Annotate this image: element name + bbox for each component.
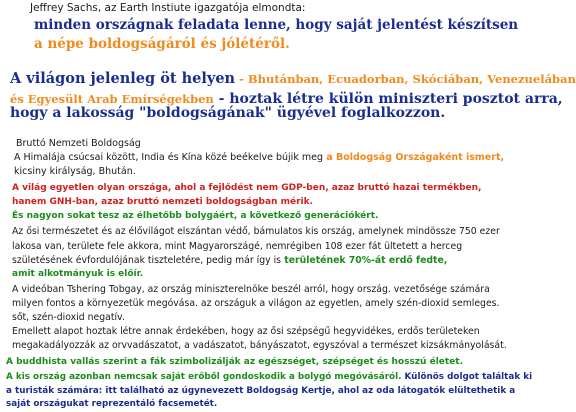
paragraph-3-line-2: milyen fontos a környezetük megóvása. az országuk a világon az egyetlen, amely szén-dioxid semleges. (12, 298, 500, 309)
headline-part-2: - hoztak létre külön miniszteri posztot arra, (213, 91, 563, 107)
quote-line-2: a népe boldogságáról és jólétéről. (34, 36, 290, 52)
paragraph-2-highlight: területének 70%-át erdő fedte, (281, 255, 448, 266)
paragraph-2-text: születésének évfordulójának tiszteletére, pedig már így is (12, 255, 282, 266)
blue-line-3: saját országukat reprezentáló facsemetét. (6, 399, 218, 409)
quote-line-1: minden országnak feladata lenne, hogy saját jelentést készítsen (34, 17, 519, 33)
green-line-2: amit alkotmányuk is előír. (12, 269, 144, 279)
headline-countries-b: és Egyesült Arab Emírségekben (10, 92, 214, 106)
headline-part-1: A világon jelenleg öt helyen (10, 70, 236, 87)
green-line-3: A buddhista vallás szerint a fák szimbolizálják az egészséget, szépséget és hosszú életet. (6, 357, 464, 367)
blue-line-1 (6, 372, 532, 382)
paragraph-3-line-3: sőt, szén-dioxid negatív. (12, 312, 125, 323)
paragraph-1-text: A Himalája csúcsai között, India és Kína közé beékelve bújik meg (14, 152, 323, 163)
paragraph-2-line-2: lakosa van, területe fele akkora, mint Magyarországé, nemrégiben 108 ezer fát ültetett a herceg (12, 241, 463, 252)
headline-countries-a: - Bhutánban, Ecuadorban, Skóciában, Venezuelában (235, 72, 576, 86)
attribution: Jeffrey Sachs, az Earth Instiute igazgatója elmondta: (30, 2, 306, 14)
paragraph-4-line-2: megakadályozzák az orvvadászatot, a vadászatot, bányászatot, egyszóval a természet kizsákmányolását. (12, 340, 507, 351)
paragraph-4-line-1: Emellett alapot hoztak létre annak érdekében, hogy az ősi szépségű hegyvidékes, erdős területeken (12, 326, 480, 337)
paragraph-2-line-1: Az ősi természetet és az élővilágot elszántan védő, bámulatos kis ország, amelynek mindössze 750 ezer (12, 226, 500, 237)
paragraph-1-line-2: kicsiny királyság, Bhután. (14, 166, 136, 177)
headline-line-1 (10, 68, 576, 87)
green-line-1: És nagyon sokat tesz az élhetőbb bolygáért, a következő generációkért. (12, 211, 379, 221)
paragraph-1-highlight: a Boldogság Országaként ismert, (322, 152, 505, 163)
blue-line-1-tail: Különös dolgot találtak ki (401, 372, 533, 382)
paragraph-3-line-1: A videóban Tshering Tobgay, az ország miniszterelnöke beszél arról, hogy ország. vezetősége számára (12, 284, 490, 295)
headline-line-3: hogy a lakosság "boldogságának" ügyével foglalkozzon. (10, 105, 446, 121)
blue-line-1-lead: A kis ország azonban nemcsak saját erőből gondoskodik a bolygó megóvásáról. (6, 372, 402, 382)
blue-line-2: a turisták számára: itt található az úgynevezett Boldogság Kertje, ahol az oda látogatók elültethetik a (6, 386, 516, 396)
paragraph-1-line-1 (14, 152, 504, 163)
paragraph-2-line-3 (12, 255, 447, 266)
red-line-1: A világ egyetlen olyan országa, ahol a fejlődést nem GDP-ben, azaz bruttó hazai termékben, (12, 183, 482, 193)
section-title: Bruttó Nemzeti Boldogság (16, 138, 141, 149)
red-line-2: hanem GNH-ban, azaz bruttó nemzeti boldogságban mérik. (12, 197, 313, 207)
